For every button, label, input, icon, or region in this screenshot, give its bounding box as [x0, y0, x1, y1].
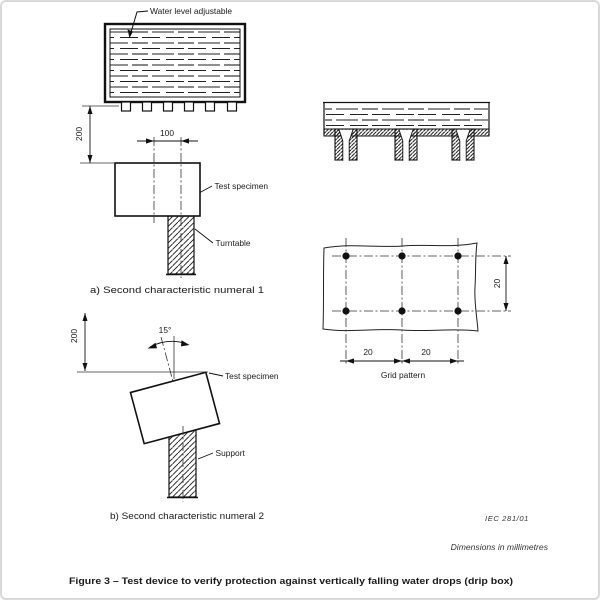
grid-dim-h2-text: 20	[421, 347, 431, 357]
arrow-up-icon	[88, 106, 93, 114]
diagram-b	[69, 313, 279, 521]
arc-arrow-right-icon	[181, 340, 190, 346]
arrow-up-icon	[504, 256, 509, 264]
arrow-right-icon	[146, 138, 154, 143]
arrow-up-icon	[83, 313, 88, 321]
dim-200-a-text: 200	[74, 127, 84, 141]
grid-dim-h1-text: 20	[363, 347, 373, 357]
caption-b: b) Second characteristic numeral 2	[110, 511, 264, 521]
dim-100-text: 100	[160, 128, 174, 138]
dimension-100	[137, 128, 198, 144]
grid-pattern-diagram	[323, 238, 511, 380]
arrow-right-icon	[450, 358, 458, 363]
figure-drawing	[2, 2, 600, 600]
grid-pattern-label: Grid pattern	[380, 370, 426, 380]
arrow-down-icon	[83, 363, 88, 371]
drip-nozzles	[122, 102, 237, 111]
units-note: Dimensions in millimetres	[450, 542, 548, 552]
test-specimen-a	[115, 163, 200, 216]
arrow-down-icon	[504, 303, 509, 311]
arrow-down-icon	[88, 155, 93, 163]
support-label: Support	[215, 448, 245, 458]
test-specimen-b-label: Test specimen	[225, 371, 279, 381]
arrow-left-icon	[181, 138, 189, 143]
diagram-a	[74, 106, 268, 295]
dimension-200-b	[69, 313, 88, 371]
drip-box-tank	[105, 6, 245, 111]
turntable-label: Turntable	[215, 238, 251, 248]
arrow-right-icon	[394, 358, 402, 363]
water-level-label: Water level adjustable	[150, 6, 233, 16]
drip-tubes	[335, 129, 474, 161]
test-specimen-b	[130, 372, 219, 443]
angle-15-text: 15°	[158, 325, 172, 335]
test-specimen-a-label: Test specimen	[214, 181, 269, 191]
figure-caption: Figure 3 – Test device to verify protection against vertically falling water drops (drip box)	[69, 576, 513, 586]
arrow-left-icon	[346, 358, 354, 363]
iec-reference: IEC 281/01	[485, 514, 529, 523]
dimension-200-a	[74, 106, 119, 163]
arrow-left-icon	[402, 358, 410, 363]
dim-200-b-text: 200	[69, 329, 79, 343]
caption-a: a) Second characteristic numeral 1	[90, 285, 264, 295]
nozzle-cross-section	[323, 103, 490, 161]
arc-arrow-left-icon	[148, 343, 158, 349]
grid-dim-v-text: 20	[492, 278, 502, 289]
grid-dim-vertical	[492, 256, 509, 311]
